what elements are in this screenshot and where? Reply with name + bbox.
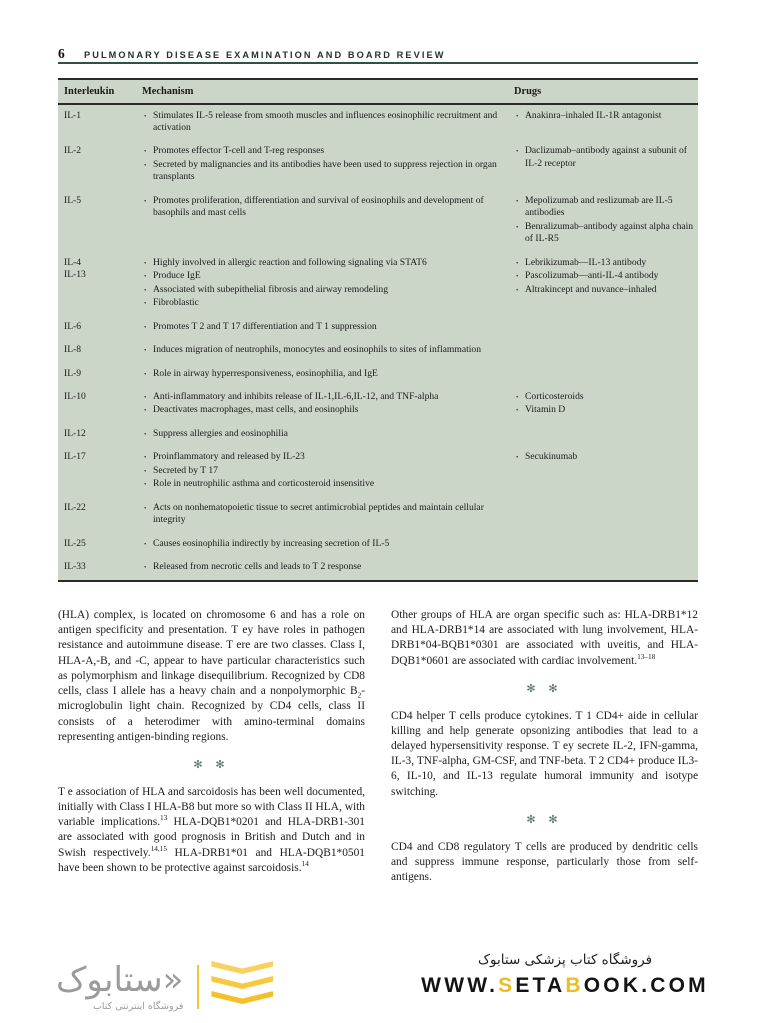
cell-mechanism [142, 105, 514, 141]
beta2-subscript: 2 [357, 691, 362, 700]
table-header-row [58, 80, 698, 104]
table-row [58, 140, 698, 189]
right-paragraph-1-text: Other groups of HLA are organ specific such as: HLA-DRB1*12 and HLA-DRB1*14 are associated with lung involvement, HLA-DRB1*04-BQB1*0301 are associated with uveitis, and HLA-DQB1*0601 are associated with cardiac involvement. [391, 609, 698, 667]
left-column [58, 608, 365, 938]
table-row [58, 105, 698, 141]
cell-drugs-list [514, 391, 698, 417]
brand-subtitle-fa: فروشگاه کتاب پزشکی ستابوک [477, 952, 653, 968]
drug-item: · Daclizumab–antibody against a subunit of IL-2 receptor [514, 145, 698, 170]
cell-mechanism [142, 316, 514, 339]
cell-drugs [514, 423, 698, 446]
right-paragraph-2: CD4 helper T cells produce cytokines. T 1 CD4+ aide in cellular killing and help generate opsonizing antibodies that lead to a delayed hypersensitivity response. T ey secrete IL-2, IFN-gamma, IL-3, TNF-alpha, GM-CSF, and TNF-beta. T 2 CD4+ produce IL3-6, IL-10, and IL-13 regulate humoral immunity and isotype switching. [391, 709, 698, 798]
interleukin-names [64, 195, 142, 207]
cell-interleukin [58, 190, 142, 252]
table-rows [58, 105, 698, 580]
left-paragraph-2-part2: HLA-DQB1*0201 and HLA-DRB1-301 are associated with good prognosis in British and Dutch and in Swish respectively. [58, 816, 365, 859]
interleukin-name: IL-17 [64, 451, 86, 463]
logo-wordmark-fa: «ستابوک [56, 959, 184, 1000]
interleukin-name: IL-6 [64, 320, 82, 332]
chevron-stack-icon [211, 961, 273, 1013]
interleukin-name: IL-22 [64, 501, 86, 513]
reference-13-18: 13–18 [637, 652, 656, 661]
interleukin-table [58, 78, 698, 582]
cell-mechanism [142, 386, 514, 423]
cell-mechanism [142, 190, 514, 252]
mechanism-item: · Anti-inflammatory and inhibits release of IL-1,IL-6,IL-12, and TNF-alpha [142, 391, 514, 403]
cell-mechanism-list [142, 145, 514, 183]
cell-interleukin [58, 556, 142, 579]
cell-mechanism-list [142, 391, 514, 417]
mechanism-item: · Induces migration of neutrophils, monocytes and eosinophils to sites of inflammation [142, 344, 514, 356]
running-header [58, 46, 698, 62]
cell-interleukin [58, 497, 142, 533]
cell-mechanism-list [142, 257, 514, 310]
drug-item: · Pascolizumab—anti-IL-4 antibody [514, 270, 698, 282]
cell-drugs [514, 556, 698, 579]
table-row [58, 423, 698, 446]
cell-drugs [514, 339, 698, 362]
cell-mechanism-list [142, 451, 514, 490]
reference-14: 14 [301, 859, 309, 868]
drug-item: · Anakinra–inhaled IL-1R antagonist [514, 110, 698, 122]
cell-drugs [514, 446, 698, 496]
cell-interleukin [58, 252, 142, 316]
interleukin-name: IL-8 [64, 344, 82, 356]
interleukin-names [64, 344, 142, 356]
cell-drugs [514, 252, 698, 316]
table-head [58, 80, 698, 104]
mechanism-item: · Promotes proliferation, differentiation and survival of eosinophils and development of basophils and mast cells [142, 195, 514, 220]
cell-mechanism [142, 533, 514, 556]
mechanism-item: · Associated with subepithelial fibrosis and airway remodeling [142, 284, 514, 296]
mechanism-item: · Causes eosinophilia indirectly by increasing secretion of IL-5 [142, 538, 514, 550]
drug-item: · Vitamin D [514, 404, 698, 416]
reference-13: 13 [160, 814, 168, 823]
mechanism-item: · Role in airway hyperresponsiveness, eosinophilia, and IgE [142, 368, 514, 380]
mechanism-item: · Proinflammatory and released by IL-23 [142, 451, 514, 463]
cell-drugs [514, 105, 698, 141]
cell-mechanism [142, 446, 514, 496]
left-paragraph-1-part1: (HLA) complex, is located on chromosome 6 and has a role on antigen specificity and presentation. T ey have roles in pathogen resistance and autoimmune disease. T ere are two classes. Class I, HLA-A,-B, and -C, appear to have particular characteristics such as polymorphism and linkage disequilibrium. Recognized by CD8 cells, class I allele has a heavy chain and a nonpolymorphic B [58, 609, 365, 698]
cell-drugs [514, 190, 698, 252]
left-paragraph-1-part2: -microglobulin light chain. Recognized by CD4 cells, class II consists of a heterodimer with amino-terminal domains representing antigen-binding regions. [58, 685, 365, 743]
drug-item: · Secukinumab [514, 451, 698, 463]
table-row [58, 556, 698, 579]
cell-mechanism [142, 497, 514, 533]
cell-drugs [514, 363, 698, 386]
table-bottom-rule [58, 580, 698, 582]
header-rule [58, 62, 698, 64]
url-part-s: S [498, 974, 516, 997]
table-row [58, 339, 698, 362]
url-part-eta: ETA [515, 974, 566, 997]
right-column [391, 608, 698, 938]
url-part-www: WWW. [421, 974, 499, 997]
body-text-columns [58, 608, 698, 938]
section-separator-right-1: ✻ ✻ [526, 682, 563, 695]
interleukin-names [64, 145, 142, 157]
page-number: 6 [58, 46, 65, 61]
cell-mechanism [142, 556, 514, 579]
cell-interleukin [58, 386, 142, 423]
mechanism-item: · Fibroblastic [142, 297, 514, 309]
cell-interleukin [58, 105, 142, 141]
interleukin-name: IL-2 [64, 145, 82, 157]
interleukin-names [64, 368, 142, 380]
column-header-mechanism: Mechanism [142, 85, 194, 97]
cell-drugs-list [514, 451, 698, 463]
cell-drugs-list [514, 110, 698, 122]
mechanism-item: · Promotes T 2 and T 17 differentiation and T 1 suppression [142, 321, 514, 333]
cell-mechanism-list [142, 538, 514, 550]
interleukin-names [64, 538, 142, 550]
interleukin-name: IL-4 [64, 256, 82, 268]
cell-interleukin [58, 363, 142, 386]
chevron-icon-3 [211, 991, 273, 1004]
table-row [58, 363, 698, 386]
section-separator-left: ✻ ✻ [193, 758, 230, 771]
table-row [58, 190, 698, 252]
mechanism-item: · Highly involved in allergic reaction and following signaling via STAT6 [142, 257, 514, 269]
chevron-icon-1 [211, 961, 273, 974]
interleukin-names [64, 502, 142, 514]
cell-drugs [514, 140, 698, 189]
cell-mechanism-list [142, 428, 514, 440]
section-separator-right-2: ✻ ✻ [526, 813, 563, 826]
table-row [58, 497, 698, 533]
interleukin-names [64, 451, 142, 463]
url-part-b: B [565, 974, 584, 997]
cell-interleukin [58, 423, 142, 446]
reference-14-15: 14,15 [150, 844, 167, 853]
cell-drugs [514, 497, 698, 533]
interleukin-names [64, 321, 142, 333]
setabook-logo[interactable] [56, 956, 376, 1018]
drug-item: · Altrakincept and nuvance–inhaled [514, 284, 698, 296]
cell-drugs [514, 316, 698, 339]
brand-website-url[interactable] [400, 974, 730, 998]
drug-item: · Benralizumab–antibody against alpha chain of IL-R5 [514, 221, 698, 246]
cell-interleukin [58, 533, 142, 556]
drug-item: · Mepolizumab and reslizumab are IL-5 antibodies [514, 195, 698, 220]
table-row [58, 446, 698, 496]
cell-mechanism-list [142, 368, 514, 380]
mechanism-item: · Suppress allergies and eosinophilia [142, 428, 514, 440]
interleukin-names [64, 391, 142, 403]
cell-drugs-list [514, 257, 698, 296]
url-part-ook-com: OOK.COM [583, 974, 709, 997]
chevron-icon-2 [211, 976, 273, 989]
cell-mechanism [142, 140, 514, 189]
interleukin-names [64, 561, 142, 573]
cell-mechanism-list [142, 110, 514, 135]
mechanism-item: · Stimulates IL-5 release from smooth muscles and influences eosinophilic recruitment and activation [142, 110, 514, 135]
interleukin-names [64, 428, 142, 440]
cell-mechanism [142, 339, 514, 362]
column-header-interleukin: Interleukin [64, 85, 115, 97]
cell-mechanism-list [142, 195, 514, 220]
table-body [58, 80, 698, 104]
mechanism-item: · Promotes effector T-cell and T-reg responses [142, 145, 514, 157]
interleukin-name: IL-1 [64, 109, 82, 121]
left-paragraph-2 [58, 785, 365, 876]
left-paragraph-1 [58, 608, 365, 745]
cell-mechanism [142, 423, 514, 446]
interleukin-name: IL-5 [64, 194, 82, 206]
left-paragraph-2-part3: HLA-DRB1*01 and HLA-DQB1*0501 have been shown to be protective against sarcoidosis. [58, 846, 365, 874]
cell-interleukin [58, 140, 142, 189]
cell-mechanism [142, 252, 514, 316]
mechanism-item: · Secreted by T 17 [142, 465, 514, 477]
cell-mechanism-list [142, 344, 514, 356]
cell-drugs-list [514, 195, 698, 246]
table-row [58, 386, 698, 423]
right-paragraph-3: CD4 and CD8 regulatory T cells are produced by dendritic cells and suppress immune response, particularly those from self-antigens. [391, 840, 698, 883]
brand-block [400, 952, 730, 998]
cell-interleukin [58, 446, 142, 496]
mechanism-item: · Produce IgE [142, 270, 514, 282]
column-header-drugs: Drugs [514, 85, 542, 97]
running-header-title: PULMONARY DISEASE EXAMINATION AND BOARD REVIEW [84, 50, 446, 60]
mechanism-item: · Released from necrotic cells and leads to T 2 response [142, 561, 514, 573]
interleukin-name: IL-33 [64, 561, 86, 573]
cell-drugs-list [514, 145, 698, 170]
drug-item: · Lebrikizumab—IL-13 antibody [514, 257, 698, 269]
interleukin-names [64, 257, 142, 282]
mechanism-item: · Deactivates macrophages, mast cells, and eosinophils [142, 404, 514, 416]
mechanism-item: · Acts on nonhematopoietic tissue to secret antimicrobial peptides and maintain cellular integrity [142, 502, 514, 527]
table-row [58, 533, 698, 556]
drug-item: · Corticosteroids [514, 391, 698, 403]
interleukin-name: IL-9 [64, 367, 82, 379]
logo-divider [197, 965, 199, 1009]
cell-mechanism-list [142, 321, 514, 333]
cell-mechanism-list [142, 502, 514, 527]
interleukin-name: IL-25 [64, 537, 86, 549]
left-paragraph-2-part1: T e association of HLA and sarcoidosis has been well documented, initially with Class I HLA-B8 but more so with Class II HLA, with variable implications. [58, 785, 365, 829]
logo-tagline-fa: فروشگاه اینترنتی کتاب [92, 1000, 184, 1012]
interleukin-names [64, 110, 142, 122]
cell-interleukin [58, 316, 142, 339]
table-row [58, 316, 698, 339]
cell-drugs [514, 533, 698, 556]
cell-mechanism [142, 363, 514, 386]
interleukin-name: IL-12 [64, 427, 86, 439]
footer-branding [0, 948, 763, 1023]
right-paragraph-1 [391, 608, 698, 669]
interleukin-name: IL-10 [64, 391, 86, 402]
interleukin-name: IL-13 [64, 269, 86, 281]
cell-mechanism-list [142, 561, 514, 573]
cell-interleukin [58, 339, 142, 362]
mechanism-item: · Secreted by malignancies and its antibodies have been used to suppress rejection in organ transplants [142, 159, 514, 184]
cell-drugs [514, 386, 698, 423]
logo-wordmark-block [56, 959, 184, 1012]
table-row [58, 252, 698, 316]
mechanism-item: · Role in neutrophilic asthma and corticosteroid insensitive [142, 478, 514, 490]
